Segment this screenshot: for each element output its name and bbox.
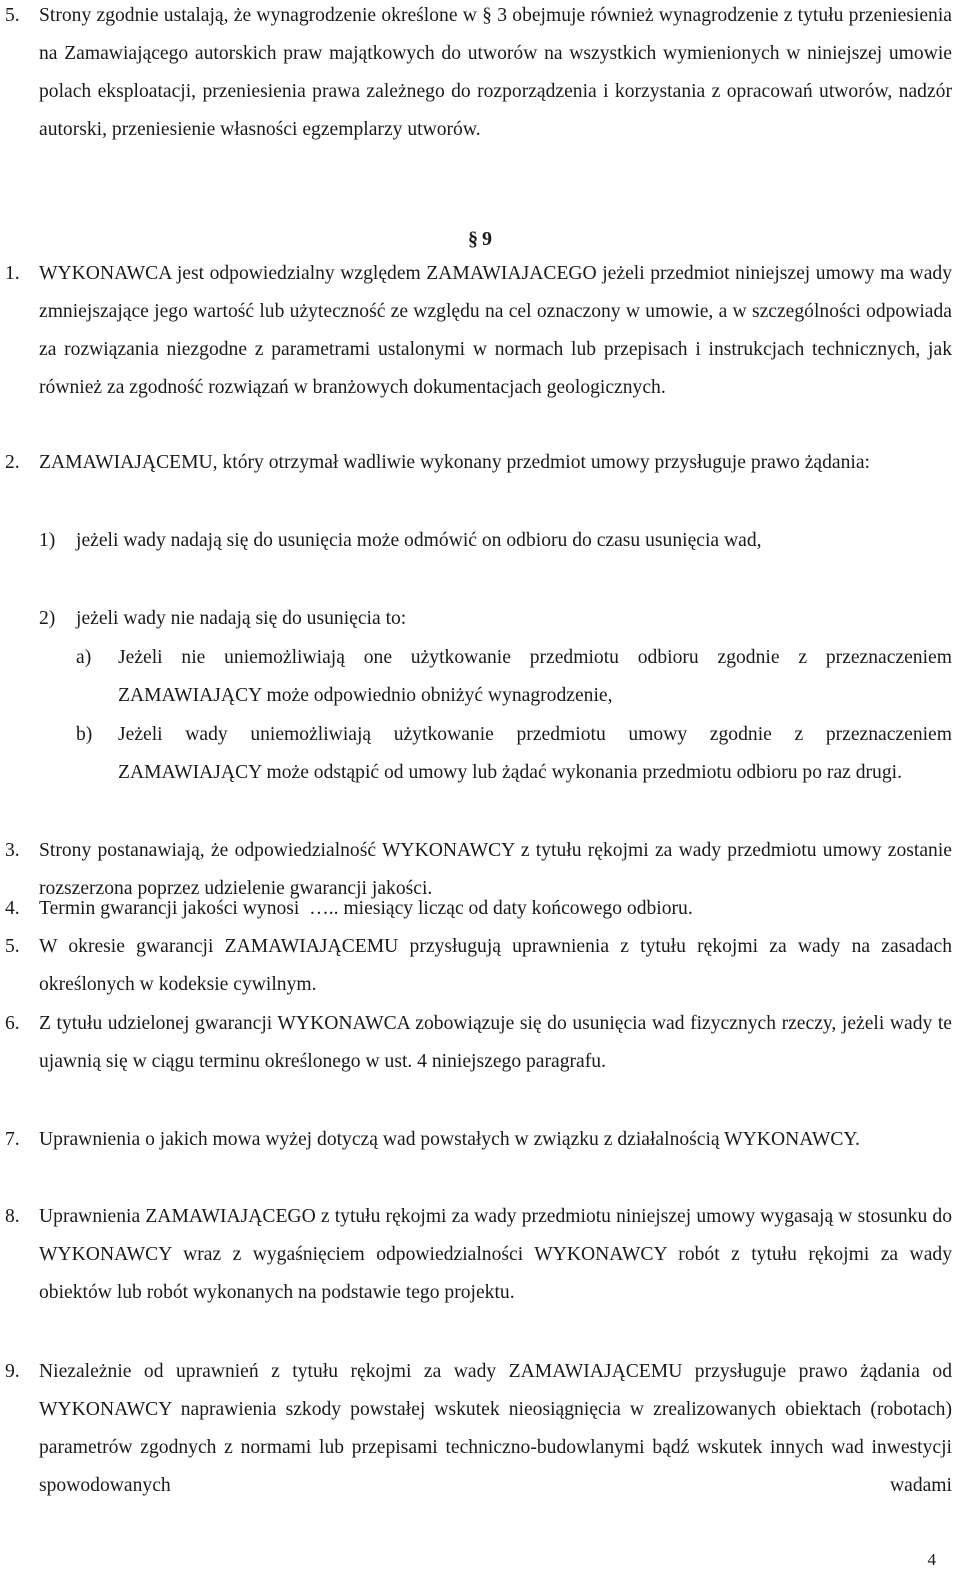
paragraph-number: 8. [5, 1206, 20, 1227]
section-heading [0, 222, 960, 256]
paragraph-text: WYKONAWCA jest odpowiedzialny względem ZAMAWIAJACEGO jeżeli przedmiot niniejszej umowy ma wady zmniejszające jego wartość lub użyteczność ze względu na cel oznaczony w umowie, a w szczególności odpowiada za rozwiązania niezgodne z parametrami ustalonymi w normach lub przepisach i instrukcjach technicznych, jak również za zgodność rozwiązań w branżowych dokumentacjach geologicznych. [39, 263, 952, 398]
subparagraph-text: jeżeli wady nie nadają się do usunięcia to: [76, 608, 407, 629]
subparagraph-number: 1) [39, 530, 56, 551]
paragraph-number: 4. [5, 898, 20, 919]
point-b [76, 716, 952, 792]
paragraph-number: 5. [5, 5, 20, 26]
paragraph-number: 2. [5, 452, 20, 473]
paragraph-number: 9. [5, 1361, 20, 1382]
paragraph-text: Uprawnienia ZAMAWIAJĄCEGO z tytułu rękojmi za wady przedmiotu niniejszej umowy wygasają w stosunku do WYKONAWCY wraz z wygaśnięciem odpowiedzialności WYKONAWCY robót z tytułu rękojmi za wady obiektów lub robót wykonanych na podstawie tego projektu. [39, 1206, 952, 1303]
page-number: 4 [927, 1550, 936, 1569]
paragraph-8 [5, 1198, 952, 1312]
paragraph-6 [5, 1005, 952, 1081]
paragraph-5 [5, 928, 952, 1004]
paragraph-number: 3. [5, 840, 20, 861]
paragraph-text: Uprawnienia o jakich mowa wyżej dotyczą wad powstałych w związku z działalnością WYKONAWCY. [39, 1129, 860, 1150]
paragraph-text: Z tytułu udzielonej gwarancji WYKONAWCA zobowiązuje się do usunięcia wad fizycznych rzeczy, jeżeli wady te ujawnią się w ciągu terminu określonego w ust. 4 niniejszego paragrafu. [39, 1013, 952, 1072]
paragraph-5-intro [5, 0, 952, 149]
subparagraph-2-1 [39, 522, 952, 560]
point-text: Jeżeli wady uniemożliwiają użytkowanie przedmiotu umowy zgodnie z przeznaczeniem ZAMAWIAJĄCY może odstąpić od umowy lub żądać wykonania przedmiotu odbioru po raz drugi. [118, 724, 952, 783]
paragraph-7 [5, 1121, 952, 1159]
paragraph-text: ZAMAWIAJĄCEMU, który otrzymał wadliwie wykonany przedmiot umowy przysługuje prawo żądania: [39, 452, 870, 473]
subparagraph-number: 2) [39, 608, 56, 629]
subparagraph-2-2 [39, 600, 952, 638]
paragraph-text: Niezależnie od uprawnień z tytułu rękojmi za wady ZAMAWIAJĄCEMU przysługuje prawo żądania od WYKONAWCY naprawienia szkody powstałej wskutek nieosiągnięcia w zrealizowanych obiektach (robotach) parametrów zgodnych z normami lub przepisami techniczno-budowlanymi bądź wskutek innych wad inwestycji spowodowanych wadami [39, 1361, 952, 1496]
section-number: 9 [482, 228, 492, 250]
paragraph-text: Strony postanawiają, że odpowiedzialność WYKONAWCY z tytułu rękojmi za wady przedmiotu umowy zostanie rozszerzona poprzez udzielenie gwarancji jakości. [39, 840, 952, 899]
paragraph-text: Strony zgodnie ustalają, że wynagrodzenie określone w § 3 obejmuje również wynagrodzenie z tytułu przeniesienia na Zamawiającego autorskich praw majątkowych do utworów na wszystkich wymienionych w niniejszej umowie polach eksploatacji, przeniesienia prawa zależnego do rozporządzenia i korzystania z opracowań utworów, nadzór autorski, przeniesienie własności egzemplarzy utworów. [39, 5, 952, 140]
paragraph-number: 6. [5, 1013, 20, 1034]
paragraph-9 [5, 1353, 952, 1505]
paragraph-4 [5, 890, 952, 928]
section-sign: § [468, 228, 478, 250]
paragraph-text: Termin gwarancji jakości wynosi ….. miesiący licząc od daty końcowego odbioru. [39, 898, 693, 919]
paragraph-number: 1. [5, 263, 20, 284]
paragraph-2 [5, 444, 952, 482]
paragraph-number: 5. [5, 936, 20, 957]
point-text: Jeżeli nie uniemożliwiają one użytkowanie przedmiotu odbioru zgodnie z przeznaczeniem ZAMAWIAJĄCY może odpowiednio obniżyć wynagrodzenie, [118, 647, 952, 706]
point-letter: a) [76, 647, 92, 668]
paragraph-1 [5, 255, 952, 407]
point-letter: b) [76, 724, 93, 745]
point-a [76, 639, 952, 715]
paragraph-number: 7. [5, 1129, 20, 1150]
paragraph-text: W okresie gwarancji ZAMAWIAJĄCEMU przysługują uprawnienia z tytułu rękojmi za wady na zasadach określonych w kodeksie cywilnym. [39, 936, 952, 995]
subparagraph-text: jeżeli wady nadają się do usunięcia może odmówić on odbioru do czasu usunięcia wad, [76, 530, 762, 551]
